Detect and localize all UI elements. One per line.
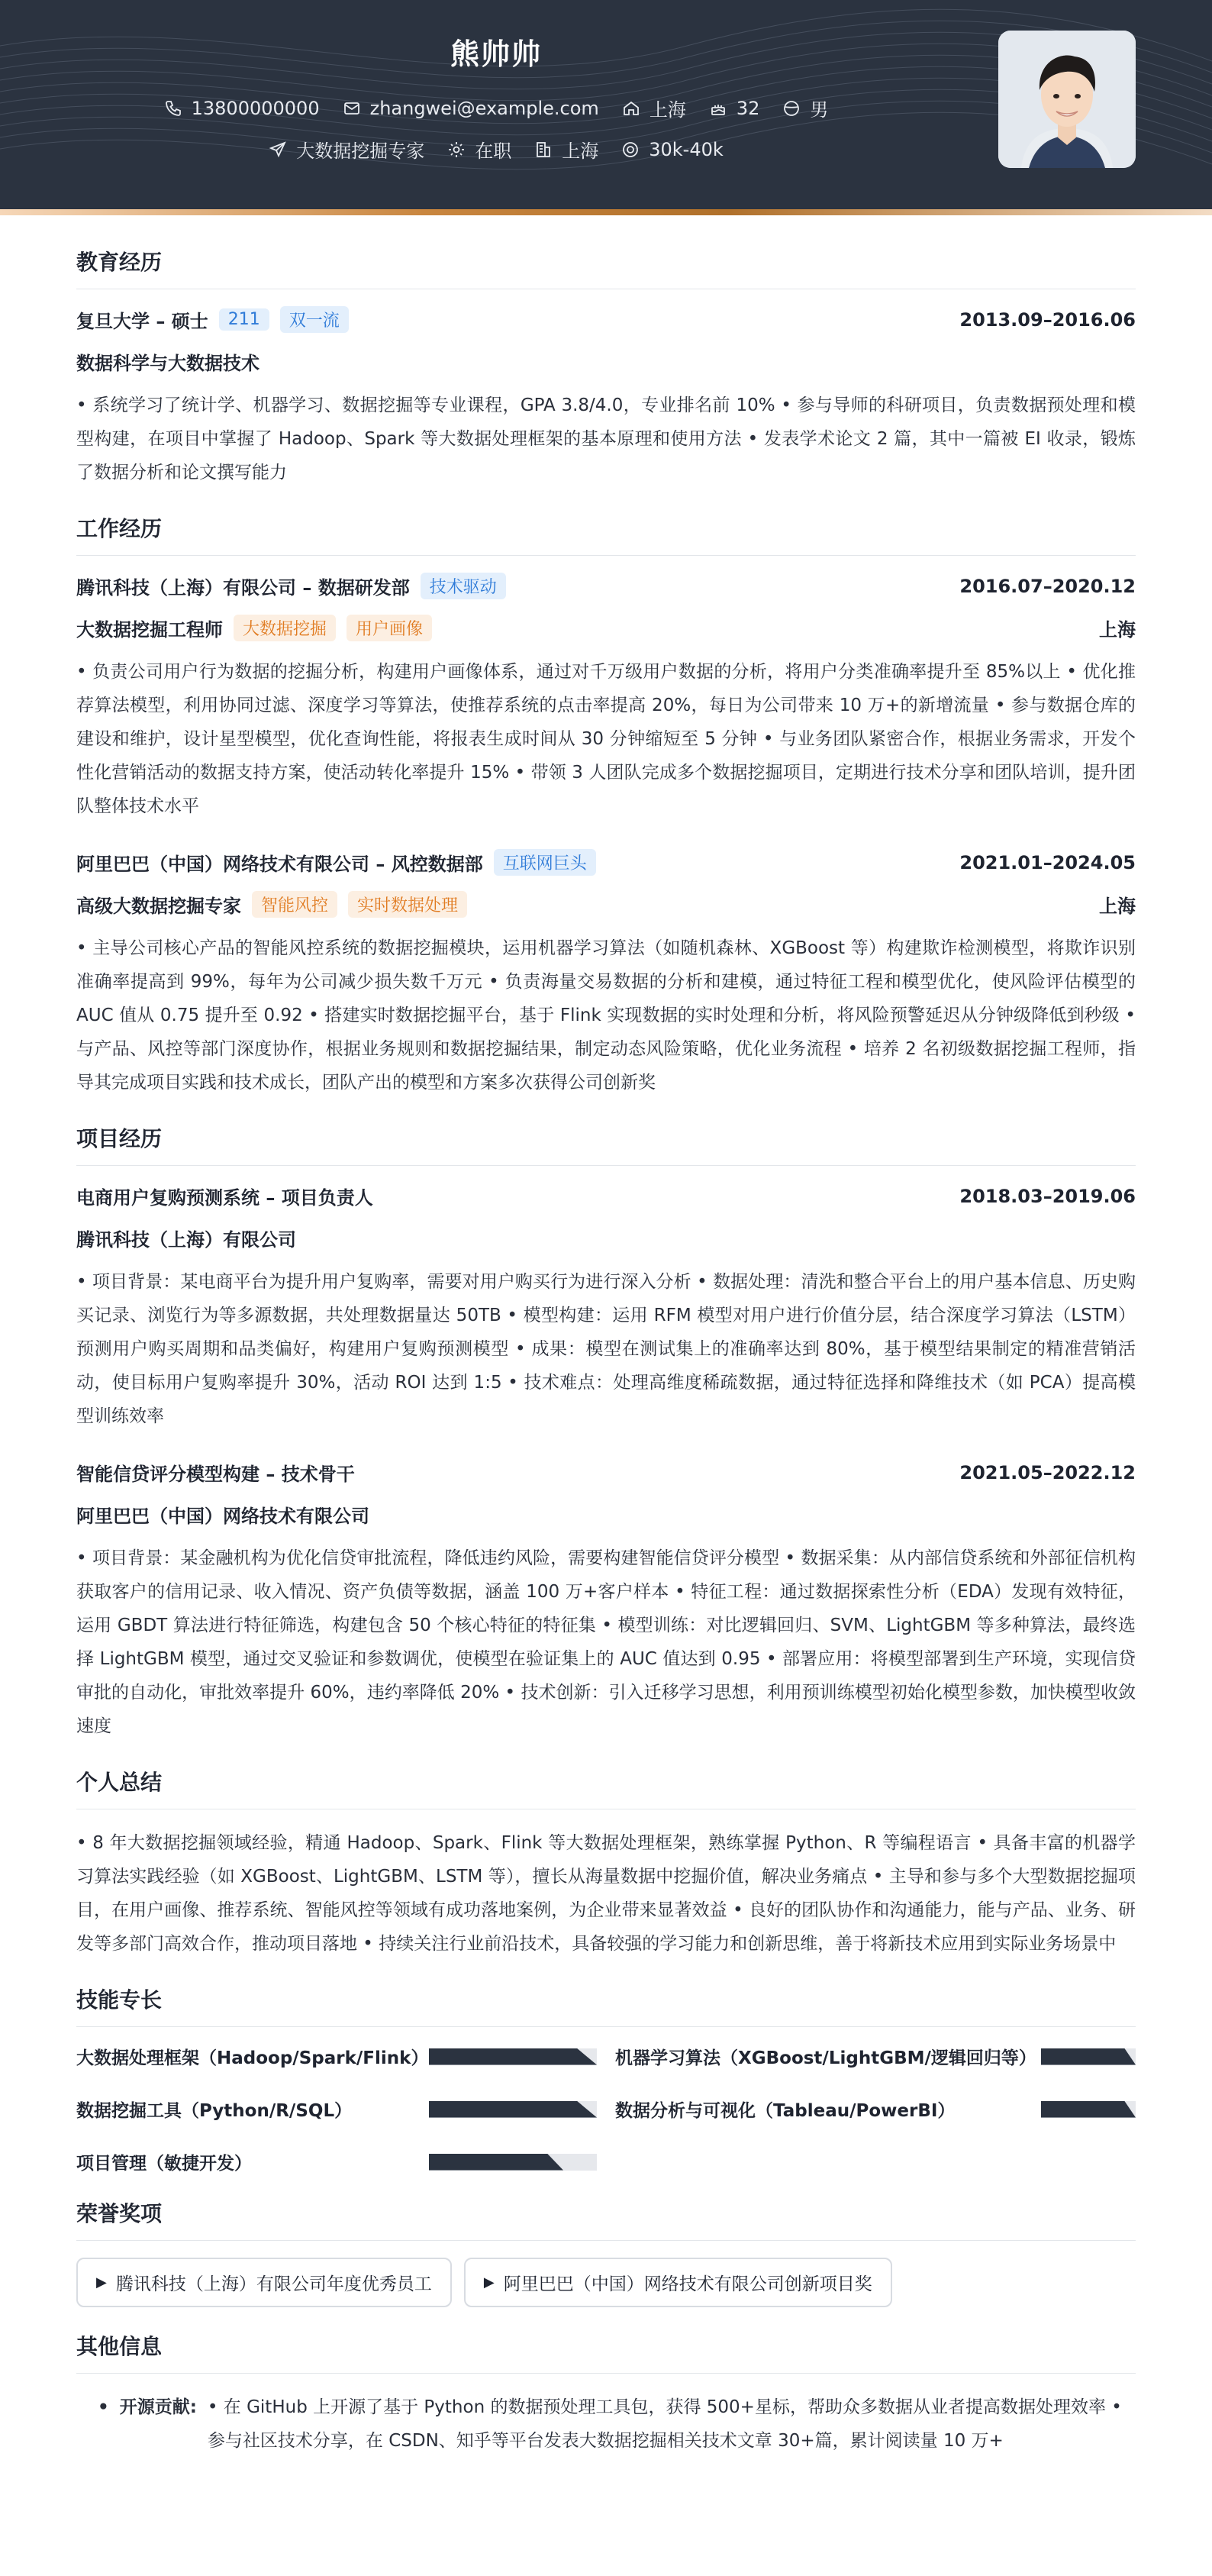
honors-list: [76, 2258, 1136, 2307]
section-title: 项目经历: [76, 1122, 1136, 1166]
gender-text: 男: [810, 99, 829, 121]
building-icon: [534, 140, 553, 159]
project-entry: [76, 1183, 1136, 1433]
honor-text: 腾讯科技（上海）有限公司年度优秀员工: [115, 2274, 432, 2294]
other-text: • 在 GitHub 上开源了基于 Python 的数据预处理工具包，获得 500+星标，帮助众多数据从业者提高数据处理效率 • 参与社区技术分享，在 CSDN、知乎等平台发表大数据挖掘相关技术文章 30+篇，累计阅读量 10 万+: [207, 2397, 1122, 2451]
age-info: [709, 98, 760, 119]
resume-body: [0, 215, 1212, 2488]
education-section: [76, 246, 1136, 489]
mail-icon: [343, 99, 361, 118]
section-title: 教育经历: [76, 246, 1136, 289]
summary-section: [76, 1766, 1136, 1961]
project-description: • 项目背景：某金融机构为优化信贷审批流程，降低违约风险，需要构建智能信贷评分模型 • 数据采集：从内部信贷系统和外部征信机构获取客户的信用记录、收入情况、资产负债等数据，涵盖 100 万+客户样本 • 特征工程：通过数据探索性分析（EDA）发现有效特征，运用 GBDT 算法进行特征筛选，构建包含 50 个核心特征的特征集 • 模型训练：对比逻辑回归、SVM、LightGBM 等多种算法，最终选择 LightGBM 模型，通过交叉验证和参数调优，使模型在验证集上的 AUC 值达到 0.95 • 部署应用：将模型部署到生产环境，实现信贷审批的自动化，审批效率提升 60%，违约率降低 20% • 技术创新：引入迁移学习思想，利用预训练模型初始化模型参数，加快模型收敛速度: [76, 1548, 1136, 1736]
skill-bar-fill: [429, 2101, 597, 2118]
summary-description: • 8 年大数据挖掘领域经验，精通 Hadoop、Spark、Flink 等大数据处理框架，熟练掌握 Python、R 等编程语言 • 具备丰富的机器学习算法实践经验（如 XGBoost、LightGBM、LSTM 等），擅长从海量数据中挖掘价值，解决业务痛点 • 主导和参与多个大型数据挖掘项目，在用户画像、推荐系统、智能风控等领域有成功落地案例，为企业带来显著效益 • 良好的团队协作和沟通能力，能与产品、业务、研发等多部门高效合作，推动项目落地 • 持续关注行业前沿技术，具备较强的学习能力和创新思维，善于将新技术应用到实际业务场景中: [76, 1833, 1136, 1954]
project-description: • 项目背景：某电商平台为提升用户复购率，需要对用户购买行为进行深入分析 • 数据处理：清洗和整合平台上的用户基本信息、历史购买记录、浏览行为等多源数据，共处理数据量达 50TB • 模型构建：运用 RFM 模型对用户进行价值分层，结合深度学习算法（LSTM）预测用户购买周期和品类偏好，构建用户复购预测模型 • 成果：模型在测试集上的准确率达到 80%，基于模型结果制定的精准营销活动，使目标用户复购率提升 30%，活动 ROI 达到 1:5 • 技术难点：处理高维度稀疏数据，通过特征选择和降维技术（如 PCA）提高模型训练效率: [76, 1272, 1136, 1426]
school-tag: 211: [219, 308, 269, 331]
projects-section: [76, 1122, 1136, 1743]
school-name: 复旦大学 – 硕士: [76, 311, 208, 332]
section-title: 其他信息: [76, 2330, 1136, 2374]
skill-item: [76, 2097, 597, 2122]
coin-icon: [621, 140, 640, 159]
status-text: 在职: [475, 140, 512, 162]
skill-bar: [1041, 2048, 1136, 2065]
education-date: 2013.09–2016.06: [959, 308, 1136, 331]
position-info: [269, 136, 424, 163]
school-tag: 双一流: [280, 306, 349, 333]
skills-grid: [76, 2044, 1136, 2174]
work-description: • 主导公司核心产品的智能风控系统的数据挖掘模块，运用机器学习算法（如随机森林、XGBoost 等）构建欺诈检测模型，将欺诈识别准确率提高到 99%，每年为公司减少损失数千万元 • 负责海量交易数据的分析和建模，通过特征工程和模型优化，使风险评估模型的 AUC 值从 0.75 提升至 0.92 • 搭建实时数据挖掘平台，基于 Flink 实现数据的实时处理和分析，将风险预警延迟从分钟级降低到秒级 • 与产品、风控等部门深度协作，根据业务规则和数据挖掘结果，制定动态风险策略，优化业务流程 • 培养 2 名初级数据挖掘工程师，指导其完成项目实践和技术成长，团队产出的模型和方案多次获得公司创新奖: [76, 938, 1136, 1093]
gender-info: [782, 95, 828, 121]
education-description: • 系统学习了统计学、机器学习、数据挖掘等专业课程，GPA 3.8/4.0，专业排名前 10% • 参与导师的科研项目，负责数据预处理和模型构建，在项目中掌握了 Hadoop、Spark 等大数据处理框架的基本原理和使用方法 • 发表学术论文 2 篇，其中一篇被 EI 收录，锻炼了数据分析和论文撰写能力: [76, 395, 1136, 483]
city-text: 上海: [562, 140, 599, 162]
major: 数据科学与大数据技术: [76, 353, 259, 374]
job-role: 高级大数据挖掘专家: [76, 896, 241, 917]
home-info: [622, 95, 686, 121]
other-label: 开源贡献:: [119, 2397, 197, 2417]
role-tag: 智能风控: [252, 891, 337, 918]
other-item: [76, 2390, 1136, 2458]
skill-name: 数据分析与可视化（Tableau/PowerBI）: [615, 2101, 956, 2121]
phone-icon: [164, 99, 182, 118]
avatar-portrait: [998, 31, 1136, 168]
skill-item: [76, 2149, 597, 2174]
section-title: 工作经历: [76, 512, 1136, 556]
contact-row-primary: [0, 95, 992, 121]
work-date: 2021.01–2024.05: [959, 851, 1136, 873]
skill-item: [615, 2097, 1136, 2122]
phone-text: 13800000000: [191, 97, 320, 119]
phone-info: [164, 98, 320, 119]
age-text: 32: [736, 97, 760, 119]
role-tag: 用户画像: [347, 615, 432, 641]
bullet-icon: •: [98, 2397, 109, 2417]
section-title: 技能专长: [76, 1984, 1136, 2027]
work-date: 2016.07–2020.12: [959, 575, 1136, 597]
email-info: [343, 98, 599, 119]
avatar: [998, 31, 1136, 168]
honor-item: [76, 2258, 452, 2307]
play-icon: ▶: [483, 2274, 495, 2290]
work-location: 上海: [1099, 896, 1136, 917]
work-description: • 负责公司用户行为数据的挖掘分析，构建用户画像体系，通过对千万级用户数据的分析，将用户分类准确率提升至 85%以上 • 优化推荐算法模型，利用协同过滤、深度学习等算法，使推荐系统的点击率提高 20%，每日为公司带来 10 万+的新增流量 • 参与数据仓库的建设和维护，设计星型模型，优化查询性能，将报表生成时间从 30 分钟缩短至 5 分钟 • 与业务团队紧密合作，根据业务需求，开发个性化营销活动的数据支持方案，使活动转化率提升 15% • 带领 3 人团队完成多个数据挖掘项目，定期进行技术分享和团队培训，提升团队整体技术水平: [76, 662, 1136, 816]
project-entry: [76, 1459, 1136, 1743]
position-text: 大数据挖掘专家: [296, 140, 425, 162]
salary-info: [621, 139, 724, 160]
company-name: 腾讯科技（上海）有限公司 – 数据研发部: [76, 577, 410, 599]
project-date: 2018.03–2019.06: [959, 1185, 1136, 1207]
home-text: 上海: [649, 99, 686, 121]
contact-row-secondary: [0, 136, 992, 163]
skill-item: [615, 2044, 1136, 2069]
skill-item: [76, 2044, 597, 2069]
other-section: [76, 2330, 1136, 2458]
work-entry: [76, 849, 1136, 1099]
gear-icon: [447, 140, 466, 159]
status-info: [447, 136, 511, 163]
skill-bar: [429, 2048, 597, 2065]
skill-bar: [429, 2101, 597, 2118]
company-tag: 互联网巨头: [494, 849, 596, 876]
home-icon: [622, 99, 640, 118]
play-icon: ▶: [96, 2274, 107, 2290]
honor-item: [464, 2258, 892, 2307]
skill-bar-fill: [429, 2048, 597, 2065]
work-location: 上海: [1099, 619, 1136, 641]
skill-bar-fill: [1041, 2048, 1136, 2065]
project-company: 腾讯科技（上海）有限公司: [76, 1229, 296, 1251]
skill-bar: [429, 2154, 597, 2171]
role-tag: 实时数据处理: [348, 891, 467, 918]
resume-header: [0, 0, 1212, 215]
education-entry: [76, 306, 1136, 489]
skills-section: [76, 1984, 1136, 2174]
email-text: zhangwei@example.com: [369, 97, 599, 119]
cake-icon: [709, 99, 727, 118]
other-list: [76, 2390, 1136, 2458]
face-icon: [782, 99, 801, 118]
send-icon: [269, 140, 287, 159]
skill-bar-fill: [429, 2154, 563, 2171]
candidate-name: 熊帅帅: [450, 37, 542, 71]
project-name: 电商用户复购预测系统 – 项目负责人: [76, 1187, 373, 1209]
honor-text: 阿里巴巴（中国）网络技术有限公司创新项目奖: [503, 2274, 872, 2294]
skill-name: 大数据处理框架（Hadoop/Spark/Flink）: [76, 2048, 429, 2068]
skill-bar-fill: [1041, 2101, 1136, 2118]
role-tag: 大数据挖掘: [234, 615, 336, 641]
city-info: [534, 136, 598, 163]
project-name: 智能信贷评分模型构建 – 技术骨干: [76, 1464, 355, 1485]
project-date: 2021.05–2022.12: [959, 1461, 1136, 1483]
section-title: 荣誉奖项: [76, 2197, 1136, 2241]
company-tag: 技术驱动: [421, 573, 506, 599]
work-section: [76, 512, 1136, 1099]
skill-name: 数据挖掘工具（Python/R/SQL）: [76, 2101, 353, 2121]
skill-bar: [1041, 2101, 1136, 2118]
project-company: 阿里巴巴（中国）网络技术有限公司: [76, 1506, 369, 1527]
salary-text: 30k-40k: [649, 138, 724, 160]
header-accent-stripe: [0, 209, 1212, 215]
section-title: 个人总结: [76, 1766, 1136, 1809]
skill-name: 项目管理（敏捷开发）: [76, 2154, 252, 2174]
honors-section: [76, 2197, 1136, 2307]
job-role: 大数据挖掘工程师: [76, 619, 223, 641]
company-name: 阿里巴巴（中国）网络技术有限公司 – 风控数据部: [76, 854, 483, 875]
skill-name: 机器学习算法（XGBoost/LightGBM/逻辑回归等）: [615, 2048, 1036, 2068]
work-entry: [76, 573, 1136, 823]
